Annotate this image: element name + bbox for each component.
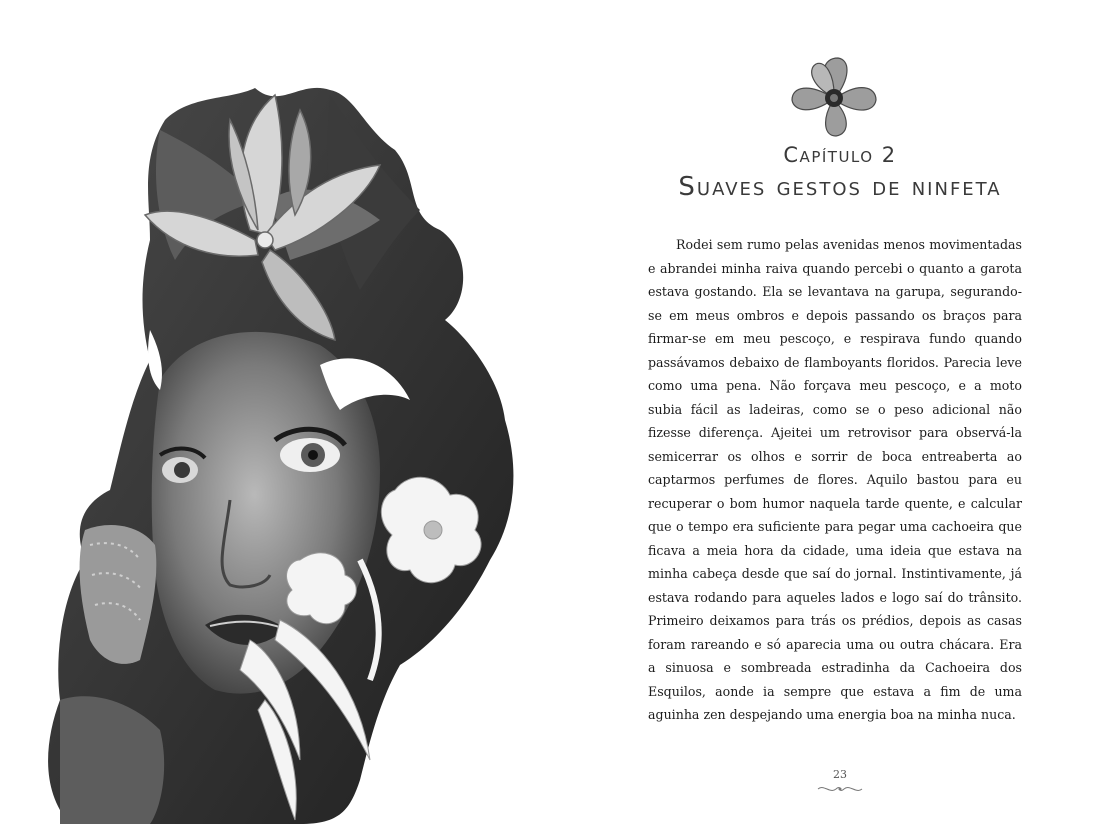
text-page xyxy=(640,0,1040,824)
page-number: 23 xyxy=(833,768,847,781)
chapter-label: Capítulo 2 xyxy=(783,143,897,167)
hibiscus-flower-icon xyxy=(788,54,880,140)
body-text xyxy=(648,233,1022,727)
paragraph: Rodei sem rumo pelas avenidas menos movimentadas e abrandei minha raiva quando percebi o quanto a garota estava gostando. Ela se levantava na garupa, segurando-se em meus ombros e depois passando os braços para firmar-se em meu pescoço, e respirava fundo quando passávamos debaixo de flamboyants floridos. Parecia leve como uma pena. Não forçava meu pescoço, e a moto subia fácil as ladeiras, como se o peso adicional não fizesse diferença. Ajeitei um retrovisor para observá-la semicerrar os olhos e sorrir de boca entreaberta ao captarmos perfumes de flores. Aquilo bastou para eu recuperar o bom humor naquela tarde quente, e calcular que o tempo era suficiente para pegar uma cachoeira que ficava a meia hora da cidade, uma ideia que estava na minha cabeça desde que saí do jornal. Instintivamente, já estava rodando para aqueles lados e logo saí do trânsito. Primeiro deixamos para trás os prédios, depois as casas foram rareando e só aparecia uma ou outra chácara. Era a sinuosa e sombreada estradinha da Cachoeira dos Esquilos, aonde ia sempre que estava a fim de uma aguinha zen despejando uma energia boa na minha nuca. xyxy=(648,237,1022,722)
chapter-title: Suaves gestos de ninfeta xyxy=(678,172,1002,202)
swirl-ornament-icon xyxy=(816,783,864,795)
